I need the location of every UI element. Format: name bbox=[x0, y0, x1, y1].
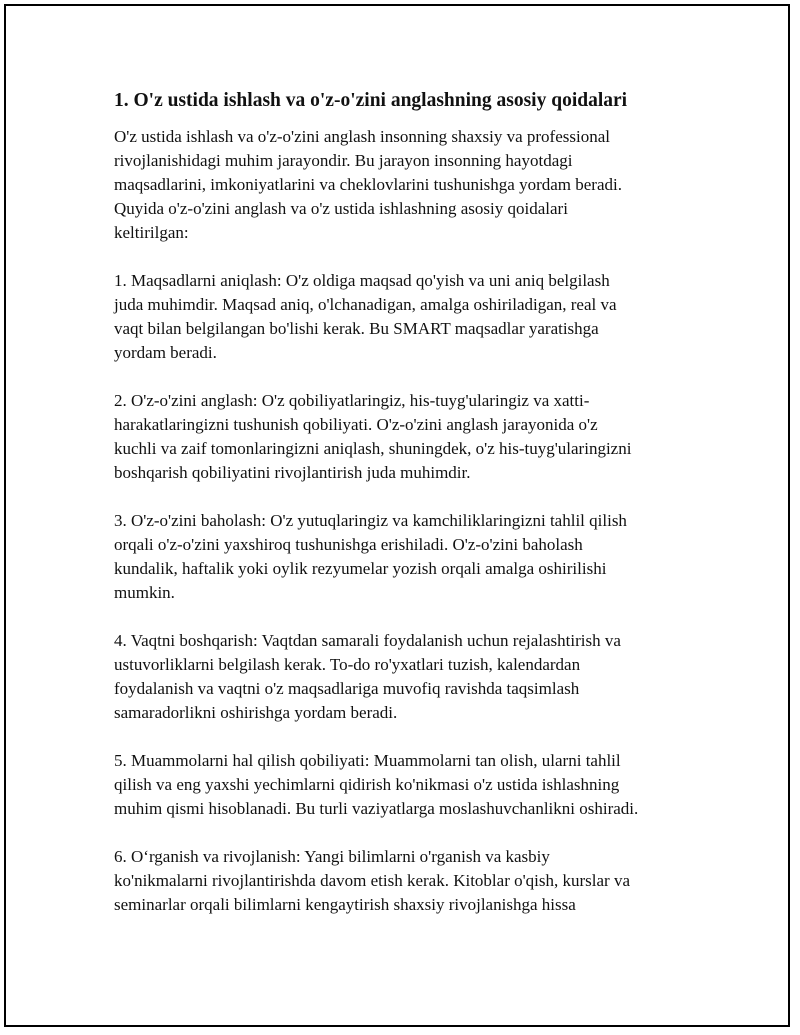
rule-paragraph-6 bbox=[114, 845, 714, 917]
text-line: yordam beradi. bbox=[114, 343, 217, 362]
document-body bbox=[114, 89, 714, 941]
text-line: 1. Maqsadlarni aniqlash: O'z oldiga maqsad qo'yish va uni aniq belgilash bbox=[114, 271, 610, 290]
text-line: kundalik, haftalik yoki oylik rezyumelar yozish orqali amalga oshirilishi bbox=[114, 559, 607, 578]
intro-paragraph bbox=[114, 125, 714, 245]
text-line: qilish va eng yaxshi yechimlarni qidirish ko'nikmasi o'z ustida ishlashning bbox=[114, 775, 620, 794]
rule-paragraph-2 bbox=[114, 389, 714, 485]
text-line: juda muhimdir. Maqsad aniq, o'lchanadigan, amalga oshiriladigan, real va bbox=[114, 295, 617, 314]
text-line: mumkin. bbox=[114, 583, 175, 602]
rule-paragraph-5 bbox=[114, 749, 714, 821]
text-line: vaqt bilan belgilangan bo'lishi kerak. Bu SMART maqsadlar yaratishga bbox=[114, 319, 599, 338]
text-line: samaradorlikni oshirishga yordam beradi. bbox=[114, 703, 398, 722]
text-line: ustuvorliklarni belgilash kerak. To-do ro'yxatlari tuzish, kalendardan bbox=[114, 655, 581, 674]
text-line: keltirilgan: bbox=[114, 223, 189, 242]
text-line: kuchli va zaif tomonlaringizni aniqlash, shuningdek, o'z his-tuyg'ularingizni bbox=[114, 439, 632, 458]
text-line: 4. Vaqtni boshqarish: Vaqtdan samarali foydalanish uchun rejalashtirish va bbox=[114, 631, 621, 650]
text-line: 3. O'z-o'zini baholash: O'z yutuqlaringiz va kamchiliklaringizni tahlil qilish bbox=[114, 511, 627, 530]
text-line: 2. O'z-o'zini anglash: O'z qobiliyatlaringiz, his-tuyg'ularingiz va xatti- bbox=[114, 391, 590, 410]
text-line: O'z ustida ishlash va o'z-o'zini anglash insonning shaxsiy va professional bbox=[114, 127, 610, 146]
text-line: seminarlar orqali bilimlarni kengaytirish shaxsiy rivojlanishga hissa bbox=[114, 895, 576, 914]
text-line: 6. O‘rganish va rivojlanish: Yangi bilimlarni o'rganish va kasbiy bbox=[114, 847, 550, 866]
text-line: maqsadlarini, imkoniyatlarini va cheklovlarini tushunishga yordam beradi. bbox=[114, 175, 622, 194]
text-line: boshqarish qobiliyatini rivojlantirish juda muhimdir. bbox=[114, 463, 471, 482]
text-line: orqali o'z-o'zini yaxshiroq tushunishga erishiladi. O'z-o'zini baholash bbox=[114, 535, 583, 554]
rule-paragraph-4 bbox=[114, 629, 714, 725]
text-line: harakatlaringizni tushunish qobiliyati. O'z-o'zini anglash jarayonida o'z bbox=[114, 415, 598, 434]
text-line: rivojlanishidagi muhim jarayondir. Bu jarayon insonning hayotdagi bbox=[114, 151, 573, 170]
text-line: ko'nikmalarni rivojlantirishda davom etish kerak. Kitoblar o'qish, kurslar va bbox=[114, 871, 631, 890]
rule-paragraph-3 bbox=[114, 509, 714, 605]
text-line: 5. Muammolarni hal qilish qobiliyati: Muammolarni tan olish, ularni tahlil bbox=[114, 751, 621, 770]
document-heading: 1. O'z ustida ishlash va o'z-o'zini anglashning asosiy qoidalari bbox=[114, 90, 628, 111]
text-line: Quyida o'z-o'zini anglash va o'z ustida ishlashning asosiy qoidalari bbox=[114, 199, 568, 218]
text-line: muhim qismi hisoblanadi. Bu turli vaziyatlarga moslashuvchanlikni oshiradi. bbox=[114, 799, 639, 818]
text-line: foydalanish va vaqtni o'z maqsadlariga muvofiq ravishda taqsimlash bbox=[114, 679, 580, 698]
rule-paragraph-1 bbox=[114, 269, 714, 365]
